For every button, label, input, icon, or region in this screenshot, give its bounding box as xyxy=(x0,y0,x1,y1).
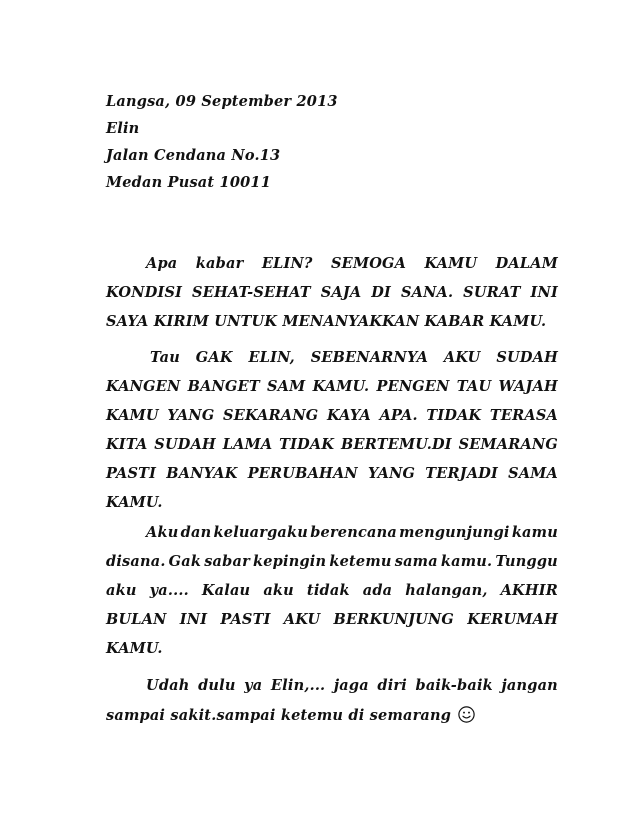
paragraph3-line5: KAMU. xyxy=(106,640,163,657)
letter-word: SEHAT-SEHAT xyxy=(192,284,311,301)
letter-word: disana. xyxy=(106,553,166,570)
letter-word: dan xyxy=(180,524,212,541)
letter-word: KAMU. xyxy=(312,378,370,395)
letter-word: KAMU xyxy=(424,255,478,272)
letter-word: TAU xyxy=(456,378,492,395)
letter-word: BANYAK xyxy=(166,465,238,482)
letter-word: BULAN xyxy=(106,611,167,628)
letter-word: BANGET xyxy=(187,378,260,395)
letter-word: Apa xyxy=(146,255,178,272)
paragraph2-line1 xyxy=(150,349,558,367)
letter-word: tidak xyxy=(306,582,350,599)
letter-word: SEBENARNYA xyxy=(310,349,429,366)
letter-word: ya.... xyxy=(149,582,189,599)
letter-word: jaga xyxy=(333,677,369,694)
recipient-city: Medan Pusat 10011 xyxy=(106,174,271,191)
letter-word: TERASA xyxy=(489,407,558,424)
letter-word: SEMOGA xyxy=(331,255,407,272)
letter-word: TIDAK xyxy=(426,407,482,424)
letter-word: mengunjungi xyxy=(399,524,510,541)
letter-word: Elin,... xyxy=(270,677,326,694)
letter-word: ELIN, xyxy=(248,349,295,366)
letter-word: berencana xyxy=(310,524,397,541)
letter-word: WAJAH xyxy=(498,378,558,395)
letter-word: APA. xyxy=(379,407,418,424)
letter-word: GAK xyxy=(195,349,233,366)
closing-text: sampai sakit.sampai ketemu di semarang xyxy=(106,707,452,724)
letter-word: baik-baik xyxy=(415,677,493,694)
letter-word: diri xyxy=(377,677,407,694)
letter-word: TERJADI xyxy=(425,465,499,482)
letter-place-date: Langsa, 09 September 2013 xyxy=(106,93,338,110)
letter-word: SANA. xyxy=(400,284,454,301)
letter-word: BERKUNJUNG xyxy=(333,611,455,628)
letter-word: BERTEMU.DI xyxy=(341,436,452,453)
paragraph1-line3: SAYA KIRIM UNTUK MENANYAKKAN KABAR KAMU. xyxy=(106,313,547,330)
paragraph4-line2 xyxy=(106,706,475,728)
paragraph2-line3 xyxy=(106,407,558,425)
letter-word: Gak xyxy=(168,553,202,570)
recipient-street: Jalan Cendana No.13 xyxy=(106,147,281,164)
letter-word: ada xyxy=(362,582,393,599)
letter-word: kepingin xyxy=(253,553,327,570)
letter-word: DALAM xyxy=(495,255,558,272)
letter-word: PENGEN xyxy=(376,378,450,395)
letter-word: TIDAK xyxy=(279,436,335,453)
paragraph3-line2 xyxy=(106,553,558,571)
letter-word: YANG xyxy=(368,465,416,482)
letter-word: DI xyxy=(371,284,392,301)
paragraph3-line1 xyxy=(146,524,558,542)
letter-word: KAYA xyxy=(326,407,371,424)
letter-word: kamu xyxy=(511,524,558,541)
letter-word: Udah xyxy=(146,677,190,694)
letter-word: KITA xyxy=(106,436,148,453)
smiley-face-icon xyxy=(458,706,475,728)
letter-word: SUDAH xyxy=(496,349,558,366)
letter-word: SURAT xyxy=(463,284,521,301)
letter-word: aku xyxy=(263,582,294,599)
paragraph3-line4 xyxy=(106,611,558,629)
letter-word: keluargaku xyxy=(213,524,308,541)
letter-word: KONDISI xyxy=(106,284,183,301)
letter-word: ELIN? xyxy=(261,255,313,272)
letter-word: PASTI xyxy=(220,611,271,628)
letter-word: ketemu xyxy=(329,553,392,570)
letter-word: kabar xyxy=(195,255,244,272)
letter-word: sama xyxy=(394,553,438,570)
letter-word: ya xyxy=(244,677,263,694)
letter-word: sabar xyxy=(204,553,250,570)
letter-word: dulu xyxy=(198,677,236,694)
letter-word: SEMARANG xyxy=(458,436,558,453)
letter-word: PERUBAHAN xyxy=(247,465,358,482)
letter-word: aku xyxy=(106,582,137,599)
letter-word: Tau xyxy=(150,349,180,366)
letter-word: SEKARANG xyxy=(223,407,319,424)
recipient-name: Elin xyxy=(106,120,140,137)
letter-word: LAMA xyxy=(222,436,273,453)
letter-word: AKU xyxy=(443,349,481,366)
letter-word: Tunggu xyxy=(495,553,558,570)
letter-word: SAM xyxy=(267,378,306,395)
paragraph2-line2 xyxy=(106,378,558,396)
letter-word: KANGEN xyxy=(106,378,181,395)
letter-word: Aku xyxy=(146,524,179,541)
letter-word: INI xyxy=(179,611,208,628)
paragraph1-line1 xyxy=(146,255,558,273)
letter-word: SUDAH xyxy=(154,436,216,453)
paragraph4-line1 xyxy=(146,677,558,695)
paragraph2-line4 xyxy=(106,436,558,454)
letter-word: PASTI xyxy=(106,465,157,482)
letter-word: SAMA xyxy=(508,465,558,482)
paragraph2-line6: KAMU. xyxy=(106,494,163,511)
paragraph1-line2 xyxy=(106,284,558,302)
letter-word: KAMU xyxy=(106,407,159,424)
letter-word: AKHIR xyxy=(500,582,558,599)
paragraph3-line3 xyxy=(106,582,558,600)
letter-word: Kalau xyxy=(201,582,251,599)
letter-word: AKU xyxy=(283,611,321,628)
letter-word: jangan xyxy=(501,677,558,694)
letter-word: KERUMAH xyxy=(467,611,558,628)
paragraph2-line5 xyxy=(106,465,558,483)
letter-word: kamu. xyxy=(440,553,493,570)
letter-word: SAJA xyxy=(320,284,362,301)
letter-word: YANG xyxy=(167,407,215,424)
letter-word: INI xyxy=(530,284,558,301)
letter-word: halangan, xyxy=(405,582,488,599)
